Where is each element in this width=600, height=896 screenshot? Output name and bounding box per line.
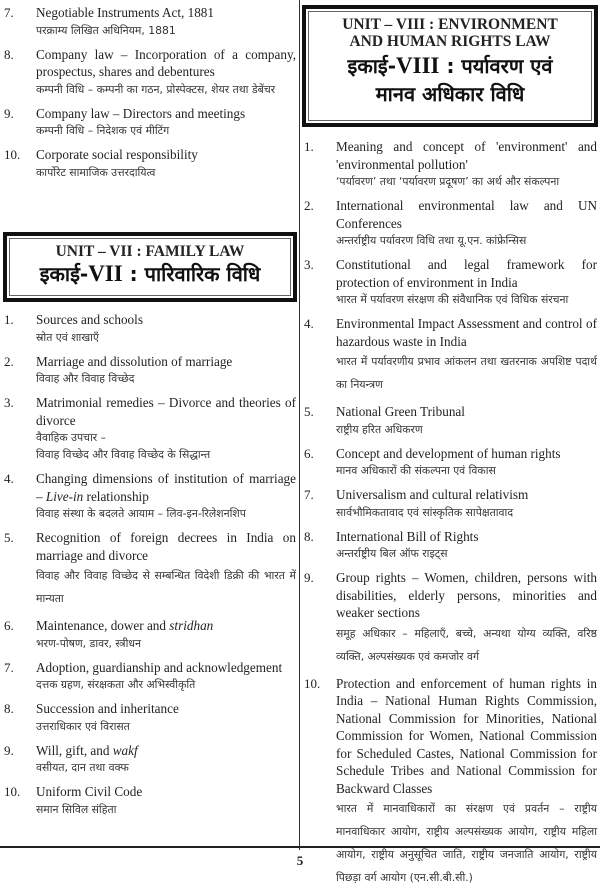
item-hindi: समूह अधिकार – महिलाएँ, बच्चे, अन्यथा योग्य व्यक्ति, वरिष्ठ व्यक्ति, अल्पसंख्यक एवं कमजोर वर्ग — [336, 626, 597, 663]
list-item — [304, 486, 597, 521]
item-hindi: विवाह और विवाह विच्छेद से सम्बन्धित विदेशी डिक्री की भारत में मान्यता — [36, 569, 296, 605]
item-hindi: भारत में पर्यावरण संरक्षण की संवैधानिक एवं विधिक संरचना — [336, 293, 569, 306]
list-item — [304, 528, 597, 563]
item-hindi: विवाह और विवाह विच्छेद — [36, 372, 135, 385]
item-number: 10. — [4, 784, 21, 799]
list-item — [304, 197, 597, 249]
item-hindi: समान सिविल संहिता — [36, 802, 117, 816]
item-hindi-line-2: विवाह विच्छेद और विवाह विच्छेद के सिद्धान्त — [36, 448, 211, 461]
item-number: 6. — [4, 618, 14, 633]
item-english: Uniform Civil Code — [36, 784, 143, 799]
item-number: 8. — [304, 528, 314, 544]
unit-vii-list — [4, 311, 296, 818]
item-number: 7. — [4, 5, 14, 20]
unit-viii-title-english-line-2: AND HUMAN RIGHTS LAW — [349, 33, 551, 50]
list-item — [4, 659, 296, 694]
list-item — [4, 46, 296, 98]
item-english: Adoption, guardianship and acknowledgement — [36, 659, 283, 675]
item-number: 2. — [304, 198, 314, 213]
item-number: 9. — [304, 570, 314, 585]
item-hindi: अन्तर्राष्ट्रीय बिल ऑफ राइट्स — [336, 547, 448, 560]
unit-hindi-prefix: इकाई- — [347, 54, 397, 78]
item-english-italic: Live-in — [45, 488, 84, 504]
column-divider — [299, 0, 300, 850]
list-item — [304, 138, 597, 190]
item-number: 7. — [4, 659, 14, 675]
item-hindi: कम्पनी विधि – निदेशक एवं मीटिंग — [36, 124, 170, 137]
item-english-text: Changing dimensions of institution of marriage – — [36, 471, 296, 504]
item-hindi: दत्तक ग्रहण, संरक्षकता और अभिस्वीकृति — [36, 678, 196, 691]
item-english-text: Maintenance, dower and — [36, 618, 170, 633]
item-english-italic: stridhan — [169, 618, 214, 633]
list-item — [4, 783, 296, 818]
list-item — [4, 105, 296, 140]
item-english: Universalism and cultural relativism — [336, 487, 529, 502]
page-number: 5 — [296, 853, 304, 868]
unit-vii-title-hindi — [10, 260, 290, 288]
item-english: Protection and enforcement of human rights in India – National Human Rights Commission, National Commission for Minorities, National Commission for Women, National Commission for Scheduled Castes, National Commission for Schedule Tribes and National Commission for Backward Classes — [336, 675, 597, 796]
item-hindi: विवाह संस्था के बदलते आयाम – लिव-इन-रिलेशनशिप — [36, 507, 246, 520]
item-hindi: परक्राम्य लिखित अधिनियम, 1881 — [36, 23, 176, 37]
item-english: Recognition of foreign decrees in India on marriage and divorce — [36, 530, 296, 563]
item-english: Company law – Incorporation of a company, prospectus, shares and debentures — [36, 46, 296, 79]
item-number: 3. — [304, 257, 314, 272]
list-item — [304, 315, 597, 396]
item-hindi: वैवाहिक उपचार – — [36, 431, 107, 444]
unit-viii-title-hindi-line-2: मानव अधिकार विधि — [375, 82, 525, 106]
unit-viii-topics — [304, 138, 597, 896]
previous-unit-list — [4, 4, 296, 181]
item-english: Corporate social responsibility — [36, 147, 198, 162]
item-english: Sources and schools — [36, 312, 143, 327]
list-item — [4, 742, 296, 777]
item-number: 10. — [304, 675, 321, 691]
item-number: 1. — [4, 312, 14, 327]
item-number: 5. — [304, 404, 314, 419]
item-number: 8. — [4, 46, 14, 62]
list-item — [304, 569, 597, 668]
list-item — [4, 700, 296, 735]
item-english: Meaning and concept of 'environment' and 'environmental pollution' — [336, 139, 597, 172]
item-number: 9. — [4, 105, 14, 121]
item-hindi: भरण-पोषण, डावर, स्त्रीधन — [36, 636, 141, 650]
footer-rule — [0, 846, 600, 848]
unit-hindi-suffix: : पारिवारिक विधि — [122, 262, 261, 286]
item-hindi: स्रोत एवं शाखाएँ — [36, 330, 99, 344]
list-item — [4, 529, 296, 610]
unit-viii-title-hindi-line-1 — [309, 52, 591, 80]
item-hindi: कम्पनी विधि – कम्पनी का गठन, प्रोस्पेक्टस, शेयर तथा डेबेंचर — [36, 82, 276, 96]
item-hindi: वसीयत, दान तथा वक्फ — [36, 761, 129, 774]
item-english: Constitutional and legal framework for protection of environment in India — [336, 257, 597, 290]
unit-hindi-suffix: : पर्यावरण एवं — [439, 54, 553, 78]
unit-hindi-prefix: इकाई- — [39, 262, 89, 286]
item-hindi: कार्पोरेट सामाजिक उत्तरदायित्व — [36, 165, 156, 179]
item-number: 1. — [304, 139, 314, 154]
item-english — [36, 470, 296, 505]
list-item — [4, 353, 296, 388]
item-english — [36, 617, 296, 635]
item-english: Environmental Impact Assessment and control of hazardous waste in India — [336, 316, 597, 349]
item-number: 6. — [304, 445, 314, 461]
list-item — [4, 617, 296, 652]
item-english: Marriage and dissolution of marriage — [36, 353, 233, 369]
unit-vii-title-english: UNIT – VII : FAMILY LAW — [55, 243, 245, 260]
item-english — [36, 742, 296, 760]
item-hindi: सार्वभौमिकतावाद एवं सांस्कृतिक सापेक्षतावाद — [336, 505, 514, 519]
item-english: Negotiable Instruments Act, 1881 — [36, 5, 214, 20]
item-hindi: राष्ट्रीय हरित अधिकरण — [336, 422, 423, 436]
unit-vii-topics — [4, 311, 296, 825]
item-english: Concept and development of human rights — [336, 445, 561, 461]
item-hindi: भारत में पर्यावरणीय प्रभाव आंकलन तथा खतरनाक अपशिष्ट पदार्थ का नियन्त्रण — [336, 355, 597, 391]
item-hindi: अन्तर्राष्ट्रीय पर्यावरण विधि तथा यू.एन. कांफ्रेन्सिस — [336, 234, 527, 247]
item-number: 4. — [4, 471, 14, 486]
item-hindi: मानव अधिकारों की संकल्पना एवं विकास — [336, 464, 496, 477]
list-item — [304, 403, 597, 438]
list-item — [304, 256, 597, 308]
unit-viii-list — [304, 138, 597, 889]
item-english-text: relationship — [83, 488, 149, 504]
item-english: International Bill of Rights — [336, 528, 479, 544]
item-number: 5. — [4, 530, 14, 545]
item-english: Matrimonial remedies – Divorce and theories of divorce — [36, 395, 296, 428]
item-english: Company law – Directors and meetings — [36, 105, 246, 121]
item-hindi: उत्तराधिकार एवं विरासत — [36, 719, 130, 733]
item-english: International environmental law and UN Conferences — [336, 198, 597, 231]
item-english: Succession and inheritance — [36, 701, 179, 716]
unit-roman-numeral: VIII — [396, 53, 440, 78]
list-item — [4, 146, 296, 181]
list-item — [4, 470, 296, 522]
list-item — [304, 445, 597, 480]
item-number: 4. — [304, 316, 314, 331]
item-english-text: Will, gift, and — [36, 742, 113, 758]
unit-viii-heading-box — [302, 5, 598, 127]
list-item — [4, 4, 296, 39]
list-item — [4, 311, 296, 346]
item-english: National Green Tribunal — [336, 404, 465, 419]
item-number: 2. — [4, 353, 14, 369]
item-number: 10. — [4, 147, 21, 162]
item-number: 8. — [4, 701, 14, 716]
item-hindi: भारत में मानवाधिकारों का संरक्षण एवं प्रवर्तन – राष्ट्रीय मानवाधिकार आयोग, राष्ट्रीय अल्पसंख्यक आयोग, राष्ट्रीय महिला आयोग, राष्ट्रीय अनुसूचित जाति, राष्ट्रीय जनजाति आयोग, राष्ट्रीय पिछड़ा वर्ग आयोग (एन.सी.बी.सी.) — [336, 802, 597, 884]
unit-viii-title-english-line-1: UNIT – VIII : ENVIRONMENT — [342, 16, 558, 33]
item-number: 7. — [304, 487, 314, 502]
unit-roman-numeral: VII — [88, 261, 123, 286]
unit-vii-heading-box — [3, 232, 297, 302]
list-item — [4, 394, 296, 463]
item-english-italic: wakf — [112, 742, 138, 758]
item-number: 3. — [4, 395, 14, 410]
item-hindi: ‘पर्यावरण’ तथा ‘पर्यावरण प्रदूषण’ का अर्थ और संकल्पना — [336, 175, 560, 188]
item-number: 9. — [4, 742, 14, 758]
left-column — [4, 0, 296, 188]
item-english: Group rights – Women, children, persons with disabilities, elderly persons, minorities and weaker sections — [336, 570, 597, 620]
